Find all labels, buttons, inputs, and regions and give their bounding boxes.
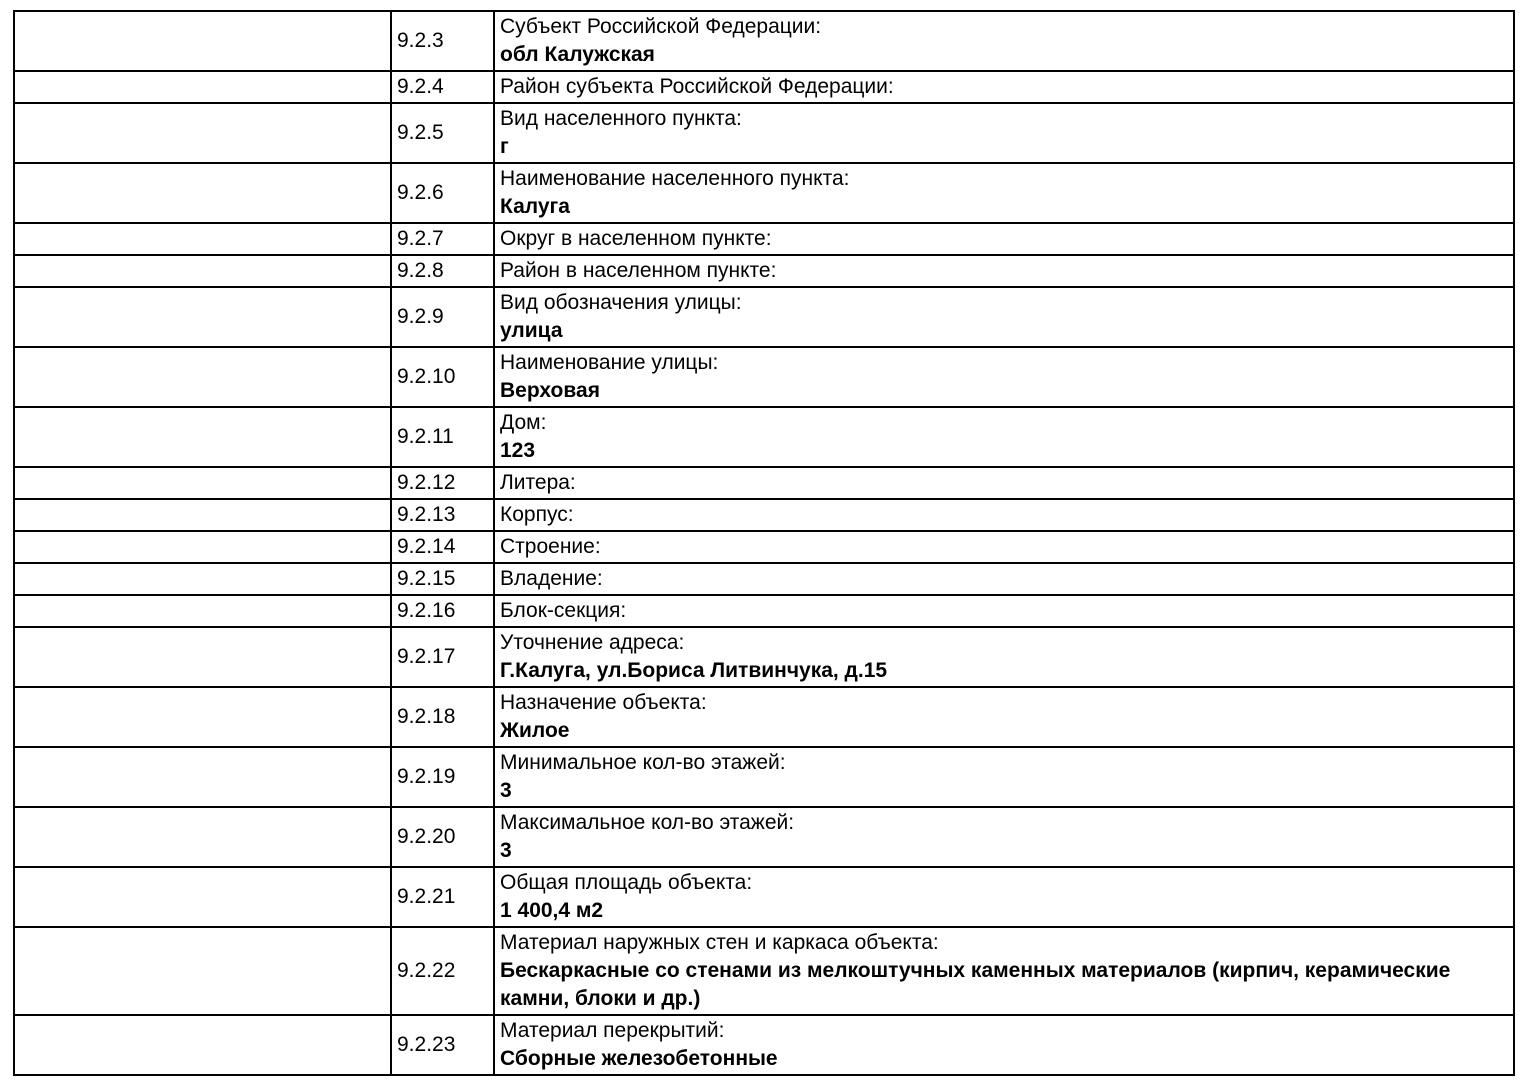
field-value: Г.Калуга, ул.Бориса Литвинчука, д.15	[500, 659, 888, 682]
field-label: Материал наружных стен и каркаса объекта:	[500, 931, 939, 954]
row-content-cell	[494, 71, 1514, 103]
field-value: г	[500, 135, 509, 158]
row-number: 9.2.5	[391, 103, 494, 163]
row-number: 9.2.7	[391, 223, 494, 255]
row-content-cell	[494, 627, 1514, 687]
empty-cell	[14, 499, 391, 531]
empty-cell	[14, 687, 391, 747]
table-row	[14, 103, 1514, 163]
field-label: Район субъекта Российской Федерации:	[500, 75, 894, 98]
empty-cell	[14, 927, 391, 1015]
empty-cell	[14, 563, 391, 595]
row-content-cell	[494, 163, 1514, 223]
table-row	[14, 867, 1514, 927]
row-content-cell	[494, 927, 1514, 1015]
row-number: 9.2.22	[391, 927, 494, 1015]
empty-cell	[14, 595, 391, 627]
row-number: 9.2.12	[391, 467, 494, 499]
field-label: Назначение объекта:	[500, 691, 707, 714]
field-label: Корпус:	[500, 503, 574, 526]
empty-cell	[14, 223, 391, 255]
row-content-cell	[494, 595, 1514, 627]
table-row	[14, 467, 1514, 499]
row-content-cell	[494, 867, 1514, 927]
row-number: 9.2.6	[391, 163, 494, 223]
field-label: Район в населенном пункте:	[500, 259, 777, 282]
field-label: Максимальное кол-во этажей:	[500, 811, 795, 834]
table-row	[14, 595, 1514, 627]
field-value: Жилое	[500, 719, 570, 742]
field-value: Калуга	[500, 195, 570, 218]
table-row	[14, 927, 1514, 1015]
row-number: 9.2.3	[391, 11, 494, 71]
row-content-cell	[494, 223, 1514, 255]
table-row	[14, 563, 1514, 595]
table-row	[14, 347, 1514, 407]
table-row	[14, 11, 1514, 71]
row-number: 9.2.8	[391, 255, 494, 287]
field-label: Дом:	[500, 411, 547, 434]
field-label: Материал перекрытий:	[500, 1019, 725, 1042]
empty-cell	[14, 163, 391, 223]
row-number: 9.2.16	[391, 595, 494, 627]
field-value: 3	[500, 839, 512, 862]
field-label: Общая площадь объекта:	[500, 871, 753, 894]
empty-cell	[14, 71, 391, 103]
row-content-cell	[494, 103, 1514, 163]
empty-cell	[14, 11, 391, 71]
table-row	[14, 1015, 1514, 1075]
field-value: обл Калужская	[500, 43, 655, 66]
row-content-cell	[494, 747, 1514, 807]
row-content-cell	[494, 407, 1514, 467]
field-label: Литера:	[500, 471, 576, 494]
table-row	[14, 163, 1514, 223]
field-label: Наименование населенного пункта:	[500, 167, 850, 190]
table-body	[14, 11, 1514, 1075]
property-details-table	[13, 10, 1515, 1076]
row-number: 9.2.9	[391, 287, 494, 347]
empty-cell	[14, 407, 391, 467]
row-content-cell	[494, 287, 1514, 347]
row-number: 9.2.20	[391, 807, 494, 867]
row-number: 9.2.15	[391, 563, 494, 595]
field-label: Субъект Российской Федерации:	[500, 15, 822, 38]
table-row	[14, 627, 1514, 687]
row-number: 9.2.10	[391, 347, 494, 407]
empty-cell	[14, 747, 391, 807]
row-content-cell	[494, 255, 1514, 287]
field-value: 1 400,4 м2	[500, 899, 604, 922]
field-value: Верховая	[500, 379, 600, 402]
row-content-cell	[494, 11, 1514, 71]
row-number: 9.2.11	[391, 407, 494, 467]
field-value: 3	[500, 779, 512, 802]
empty-cell	[14, 255, 391, 287]
row-number: 9.2.19	[391, 747, 494, 807]
row-number: 9.2.4	[391, 71, 494, 103]
table-row	[14, 255, 1514, 287]
table-row	[14, 407, 1514, 467]
field-label: Владение:	[500, 567, 603, 590]
field-label: Блок-секция:	[500, 599, 627, 622]
row-content-cell	[494, 1015, 1514, 1075]
table-row	[14, 531, 1514, 563]
empty-cell	[14, 531, 391, 563]
field-value: 123	[500, 439, 536, 462]
table-row	[14, 71, 1514, 103]
field-value: улица	[500, 319, 563, 342]
field-label: Строение:	[500, 535, 601, 558]
field-label: Округ в населенном пункте:	[500, 227, 772, 250]
empty-cell	[14, 287, 391, 347]
table-row	[14, 807, 1514, 867]
table-row	[14, 499, 1514, 531]
empty-cell	[14, 867, 391, 927]
row-content-cell	[494, 687, 1514, 747]
table-row	[14, 687, 1514, 747]
row-number: 9.2.14	[391, 531, 494, 563]
table-row	[14, 223, 1514, 255]
empty-cell	[14, 1015, 391, 1075]
field-label: Наименование улицы:	[500, 351, 719, 374]
empty-cell	[14, 103, 391, 163]
empty-cell	[14, 347, 391, 407]
row-content-cell	[494, 563, 1514, 595]
row-content-cell	[494, 531, 1514, 563]
field-value: Сборные железобетонные	[500, 1047, 778, 1070]
row-number: 9.2.17	[391, 627, 494, 687]
field-label: Вид обозначения улицы:	[500, 291, 742, 314]
empty-cell	[14, 627, 391, 687]
field-value: Бескаркасные со стенами из мелкоштучных каменных материалов (кирпич, керамические камни, блоки и др.)	[500, 959, 1451, 1010]
field-label: Минимальное кол-во этажей:	[500, 751, 786, 774]
field-label: Уточнение адреса:	[500, 631, 685, 654]
field-label: Вид населенного пункта:	[500, 107, 742, 130]
row-number: 9.2.23	[391, 1015, 494, 1075]
row-number: 9.2.13	[391, 499, 494, 531]
table-row	[14, 287, 1514, 347]
table-row	[14, 747, 1514, 807]
row-number: 9.2.21	[391, 867, 494, 927]
row-content-cell	[494, 499, 1514, 531]
empty-cell	[14, 467, 391, 499]
row-content-cell	[494, 807, 1514, 867]
row-content-cell	[494, 467, 1514, 499]
empty-cell	[14, 807, 391, 867]
row-content-cell	[494, 347, 1514, 407]
row-number: 9.2.18	[391, 687, 494, 747]
